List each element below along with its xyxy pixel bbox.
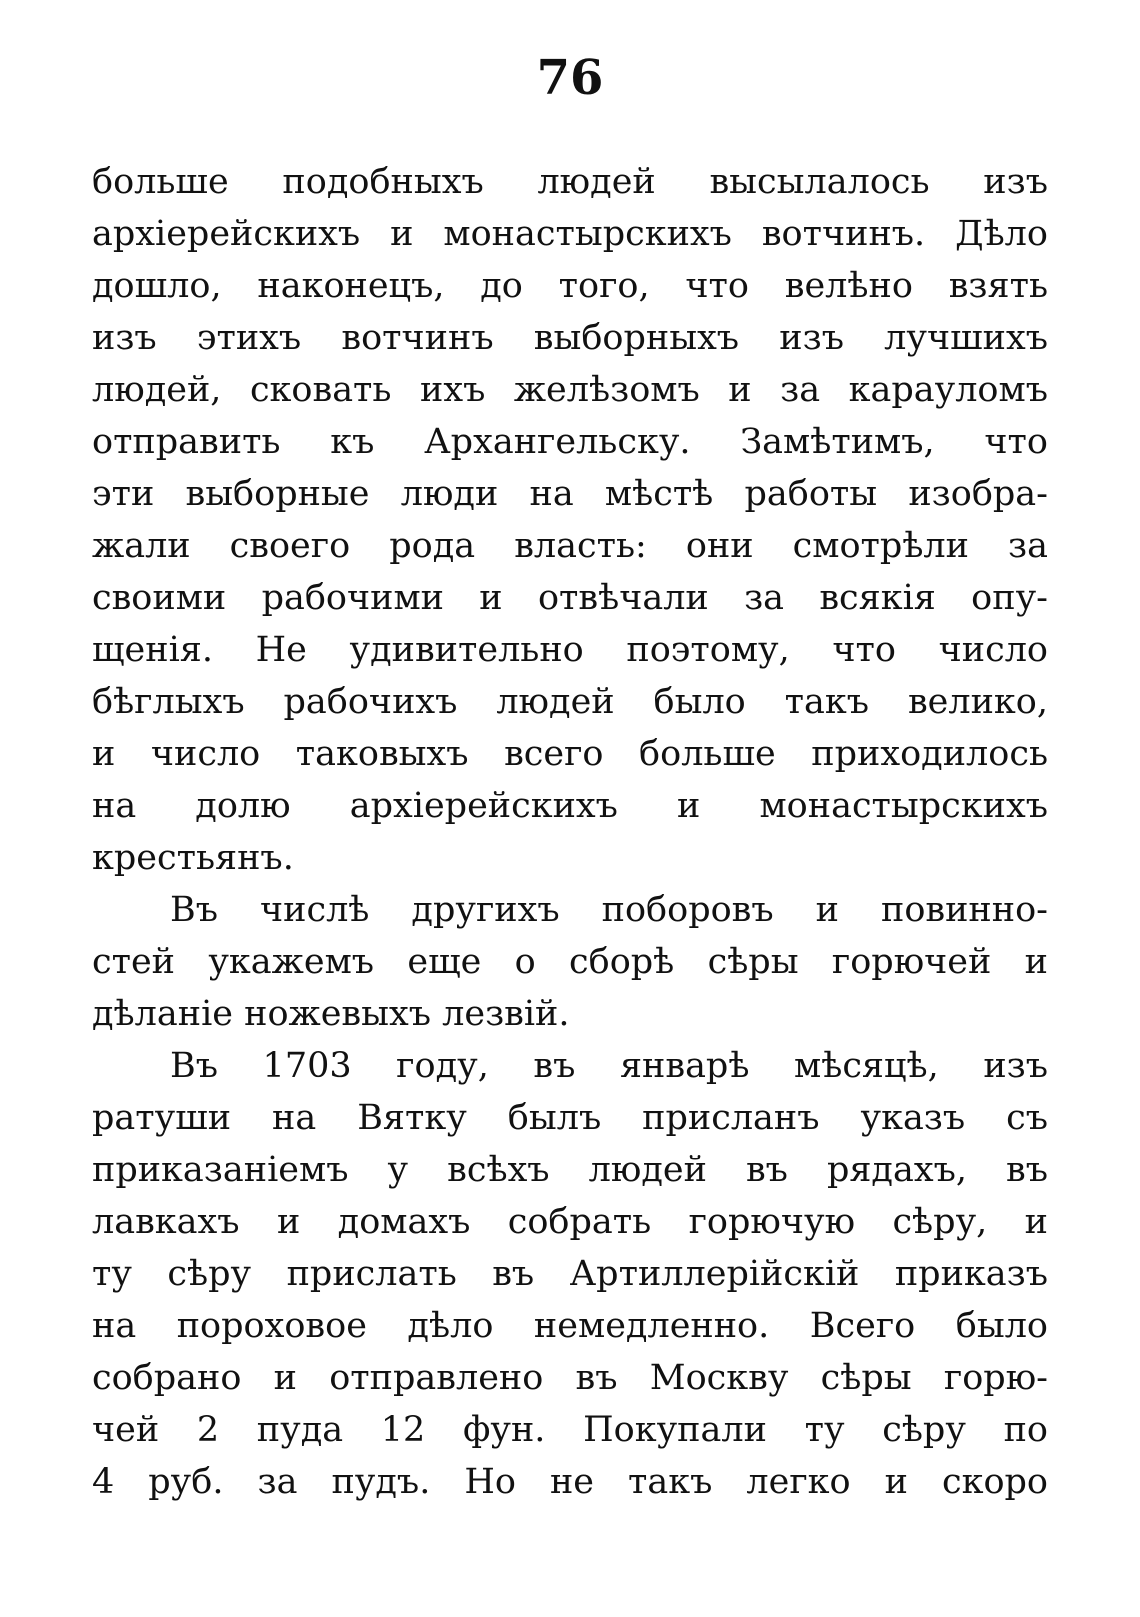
text-line: больше подобныхъ людей высылалось изъ: [92, 162, 1048, 202]
paragraph: [92, 1040, 1048, 1508]
paragraph: [92, 156, 1048, 884]
text-line: приказаніемъ у всѣхъ людей въ рядахъ, въ: [92, 1150, 1048, 1190]
page-number: 76: [536, 50, 604, 106]
text-line: щенія. Не удивительно поэтому, что число: [92, 630, 1048, 670]
text-line: собрано и отправлено въ Москву сѣры горю-: [92, 1358, 1048, 1398]
text-line: своими рабочими и отвѣчали за всякія опу-: [92, 578, 1048, 618]
text-line: бѣглыхъ рабочихъ людей было такъ велико,: [92, 682, 1048, 722]
text-line: чей 2 пуда 12 фун. Покупали ту сѣру по: [92, 1410, 1048, 1450]
text-line: жали своего рода власть: они смотрѣли за: [92, 526, 1048, 566]
text-line: Въ 1703 году, въ январѣ мѣсяцѣ, изъ: [170, 1046, 1048, 1086]
text-line: на долю архіерейскихъ и монастырскихъ: [92, 786, 1048, 826]
text-line: на пороховое дѣло немедленно. Всего было: [92, 1306, 1048, 1346]
text-line: изъ этихъ вотчинъ выборныхъ изъ лучшихъ: [92, 318, 1048, 358]
text-line: крестьянъ.: [92, 838, 294, 878]
text-line: ту сѣру прислать въ Артиллерійскій приказъ: [92, 1254, 1048, 1294]
text-line: и число таковыхъ всего больше приходилось: [92, 734, 1048, 774]
text-line: отправить къ Архангельску. Замѣтимъ, что: [92, 422, 1048, 462]
text-line: эти выборные люди на мѣстѣ работы изобра-: [92, 474, 1048, 514]
text-line: лавкахъ и домахъ собрать горючую сѣру, и: [92, 1202, 1048, 1242]
text-line: дошло, наконецъ, до того, что велѣно взять: [92, 266, 1048, 306]
body-text: [92, 156, 1048, 1508]
text-line: дѣланіе ножевыхъ лезвій.: [92, 994, 570, 1034]
text-line: 4 руб. за пудъ. Но не такъ легко и скоро: [92, 1462, 1048, 1502]
text-line: стей укажемъ еще о сборѣ сѣры горючей и: [92, 942, 1048, 982]
text-line: Въ числѣ другихъ поборовъ и повинно-: [170, 890, 1048, 930]
text-line: ратуши на Вятку былъ присланъ указъ съ: [92, 1098, 1048, 1138]
text-line: людей, сковать ихъ желѣзомъ и за карауломъ: [92, 370, 1048, 410]
text-line: архіерейскихъ и монастырскихъ вотчинъ. Дѣло: [92, 214, 1048, 254]
paragraph: [92, 884, 1048, 1040]
